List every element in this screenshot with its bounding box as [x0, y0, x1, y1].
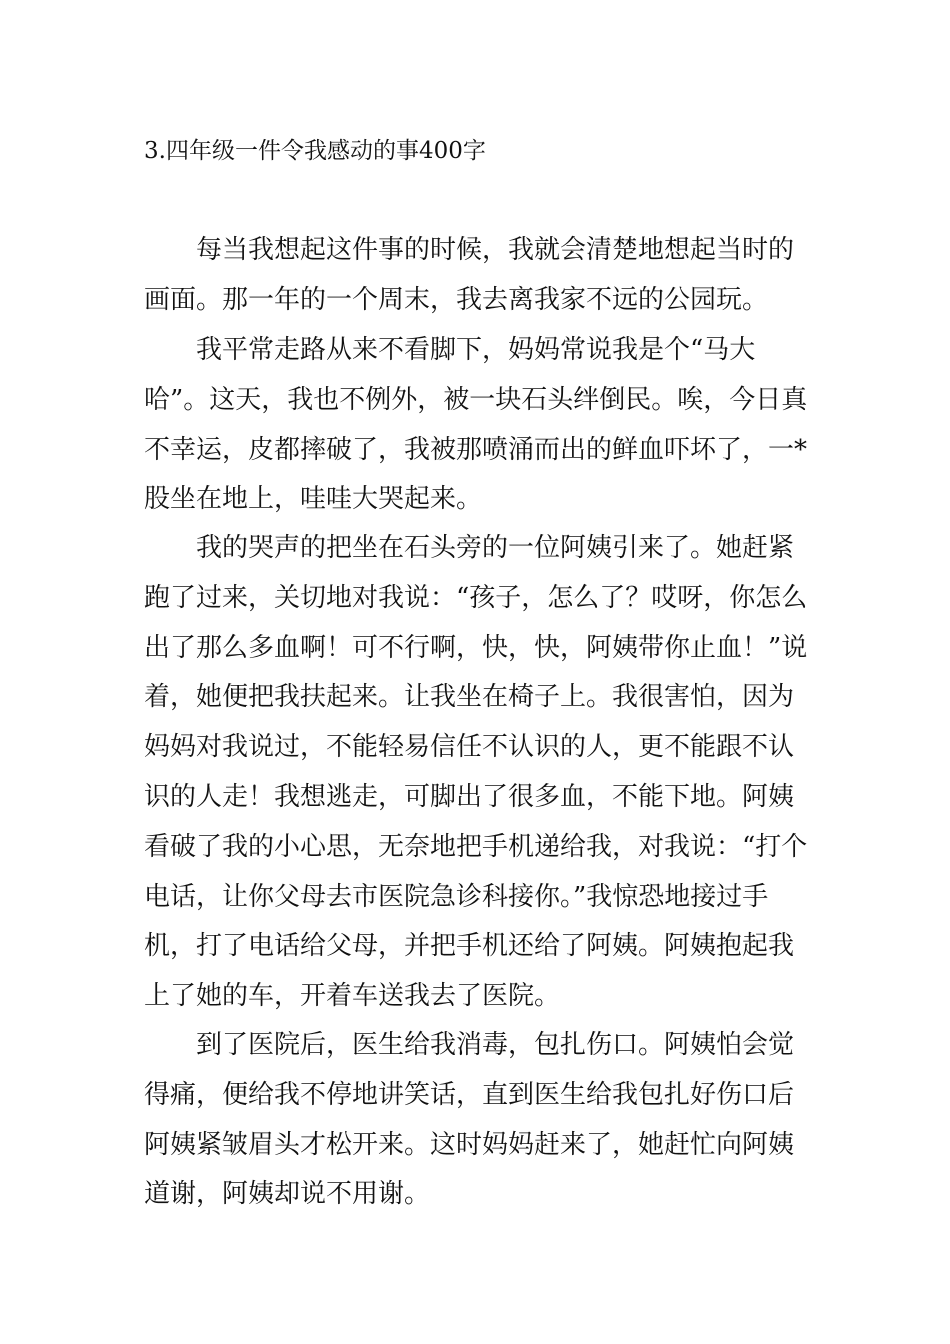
paragraph-1: 每当我想起这件事的时候，我就会清楚地想起当时的画面。那一年的一个周末，我去离我家不远的公园玩。 — [144, 235, 795, 315]
paragraph-2: 我平常走路从来不看脚下，妈妈常说我是个“马大哈”。这天，我也不例外，被一块石头绊倒民。唉，今日真不幸运，皮都摔破了，我被那喷涌而出的鲜血吓坏了，一* 股坐在地上，哇哇大哭起来。 — [144, 335, 808, 515]
paragraph-3: 我的哭声的把坐在石头旁的一位阿姨引来了。她赶紧跑了过来，关切地对我说：“孩子，怎么了？哎呀，你怎么出了那么多血啊！可不行啊，快，快，阿姨带你止血！”说着，她便把我扶起来。让我坐在椅子上。我很害怕，因为妈妈对我说过，不能轻易信任不认识的人，更不能跟不认识的人走！我想逃走，可脚出了很多血，不能下地。阿姨看破了我的小心思，无奈地把手机递给我，对我说：“打个电话，让你父母去市医院急诊科接你。”我惊恐地接过手机，打了电话给父母，并把手机还给了阿姨。阿姨抱起我上了她的车，开着车送我去了医院。 — [144, 533, 808, 1012]
document-title: 3.四年级一件令我感动的事400字 — [144, 138, 486, 164]
paragraph-4: 到了医院后，医生给我消毒，包扎伤口。阿姨怕会觉得痛，便给我不停地讲笑话，直到医生给我包扎好伤口后阿姨紧皱眉头才松开来。这时妈妈赶来了，她赶忙向阿姨道谢，阿姨却说不用谢。 — [144, 1030, 795, 1210]
